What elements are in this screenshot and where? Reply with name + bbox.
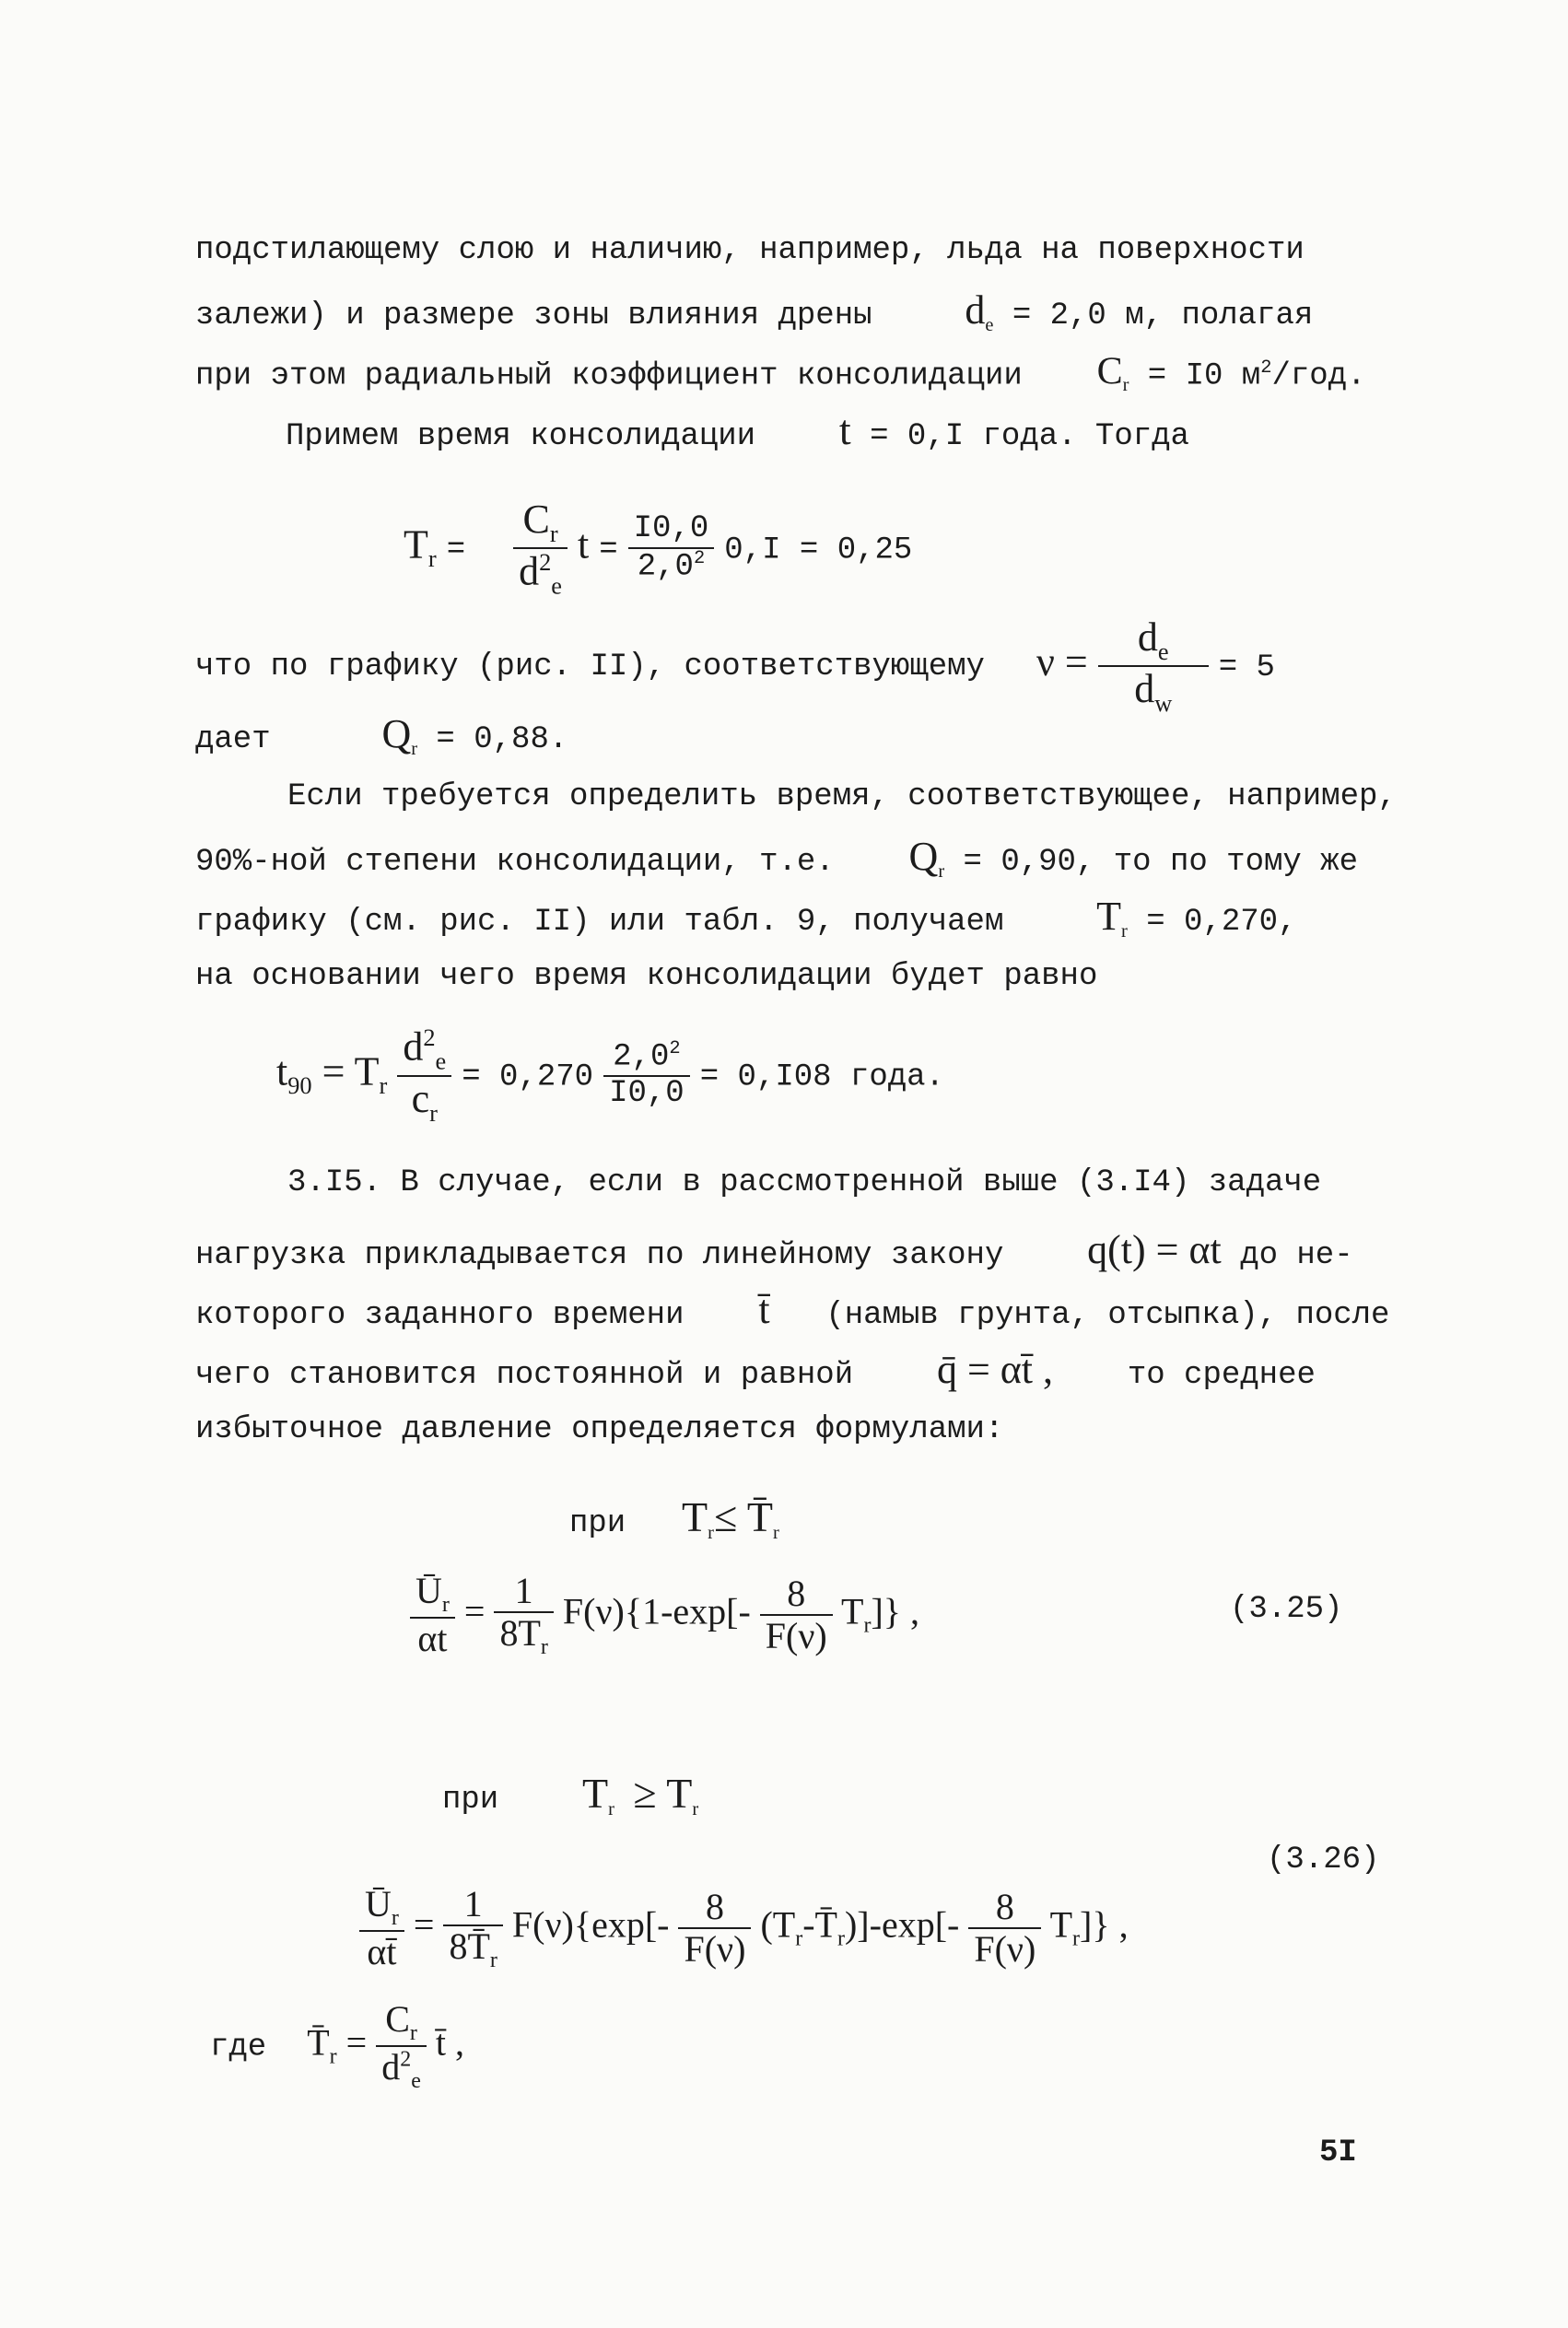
text-line: нагрузка прикладывается по линейному закону q(t) = αt до не- xyxy=(195,1227,1353,1273)
equation-nu: ν = $\frac{d_e}{d_w}$ = 5 xyxy=(1036,614,1275,717)
equation-number: (3.25) xyxy=(1230,1592,1343,1627)
fraction: $\frac{C_r}{d^2_e}$ xyxy=(376,1999,427,2094)
text-line: Если требуется определить время, соответствующее, например, xyxy=(287,779,1397,814)
text-line: чего становится постоянной и равной q̄ = αt̄ , то среднее xyxy=(195,1347,1316,1393)
fraction: $\frac{d_e}{d_w}$ xyxy=(1098,615,1209,717)
fraction: $\frac{1}{8T̄_r}$ xyxy=(443,1884,502,1972)
fraction: $\frac{8}{F(\nu)}$ xyxy=(760,1573,833,1656)
fraction: $\frac{2,0^2}{I0,0}$ xyxy=(603,1039,690,1111)
text-line: подстилающему слою и наличию, например, льда на поверхности xyxy=(195,233,1305,268)
text-line: избыточное давление определяется формулами: xyxy=(195,1412,1004,1447)
fraction: $\frac{C_r}{d^2_e}$ xyxy=(513,497,568,599)
text-line: при этом радиальный коэффициент консолидации $C_r = I0$ $м^2$/год. xyxy=(195,350,1366,396)
equation-number: (3.26) xyxy=(1267,1843,1380,1878)
text-line: 3.I5. В случае, если в рассмотренной выше (3.I4) задаче xyxy=(287,1165,1322,1200)
equation-3-25: $\frac{Ū_r}{\alpha t}$ = $\frac{1}{8T_r}$ F(ν){1-exp[- $\frac{8}{F(\nu)}$ $T_r$]} , xyxy=(410,1571,919,1659)
text-line: Примем время консолидации t = 0,I года. Тогда xyxy=(286,406,1189,454)
condition: при $T_r \ge T_r$ xyxy=(442,1770,699,1819)
condition: при $T_r\le$ $T̄_r$ xyxy=(569,1493,779,1543)
equation-t90: $t_{90} = T_r$ $\frac{d^2_e}{c_r}$ = 0,270 $\frac{2,0^2}{I0,0}$ = 0,I08 года. xyxy=(276,1024,944,1127)
fraction: $\frac{8}{F(\nu)}$ xyxy=(968,1887,1041,1970)
text-line: 90%-ной степени консолидации, т.е. $Q_r = 0,90$, то по тому же xyxy=(195,834,1358,882)
fraction: $\frac{I0,0}{2,0^2}$ xyxy=(628,512,715,584)
fraction: $\frac{1}{8T_r}$ xyxy=(494,1571,553,1659)
fraction: $\frac{Ū_r}{\alpha t}$ xyxy=(410,1571,455,1659)
equation-tr: $T_r$ = $\frac{C_r}{d^2_e}$ t = $\frac{I0,0}{2,0^2}$ 0,I = 0,25 xyxy=(404,497,913,600)
fraction: $\frac{Ū_r}{\alpha t̄}$ xyxy=(359,1884,404,1972)
text-line: графику (см. рис. II) или табл. 9, получаем $T_r = 0,270$, xyxy=(195,894,1297,942)
fraction: $\frac{d^2_e}{c_r}$ xyxy=(397,1024,451,1126)
equation-tr-bar: где $T̄_r$ = $\frac{C_r}{d^2_e}$ t̄ , xyxy=(210,1998,464,2094)
text-line: на основании чего время консолидации будет равно xyxy=(195,959,1098,994)
equation-3-26: $\frac{Ū_r}{\alpha t̄}$ = $\frac{1}{8T̄_r}$ F(ν){exp[- $\frac{8}{F(\nu)}$ $(T_r-T̄_r)]-\exp[-$ $\frac{8}{F(\nu)}$ $T_r$]} , xyxy=(359,1884,1129,1972)
page-number: 5I xyxy=(1319,2135,1357,2170)
text-line: залежи) и размере зоны влияния дрены $d_e = 2,0$ м, полагая xyxy=(195,287,1314,335)
text-line: что по графику (рис. II), соответствующему xyxy=(195,649,985,684)
text-line: которого заданного времени t̄ (намыв грунта, отсыпка), после xyxy=(195,1287,1390,1333)
text-line: дает $Q_r = 0,88$. xyxy=(195,711,568,759)
fraction: $\frac{8}{F(\nu)}$ xyxy=(678,1887,751,1970)
